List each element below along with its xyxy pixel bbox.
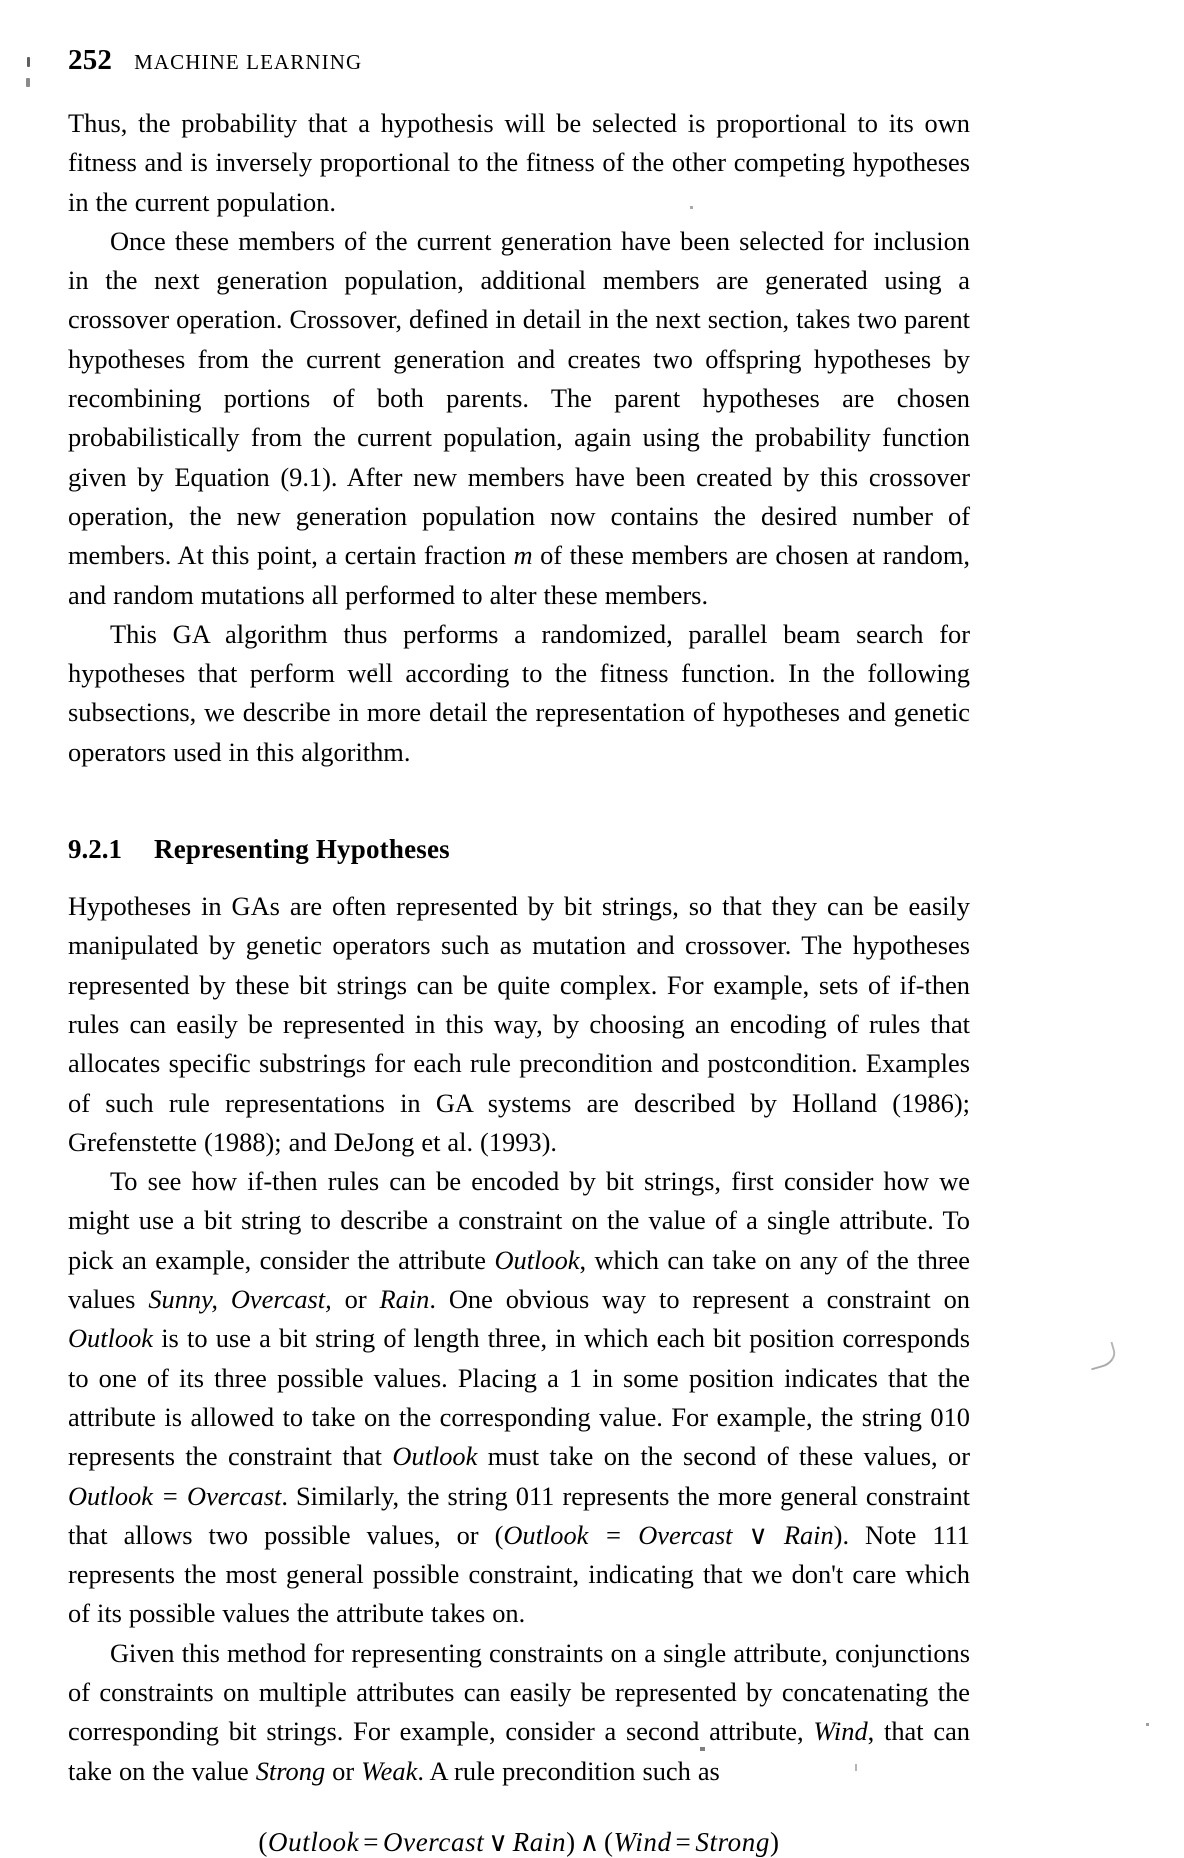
formula-equals-2: = <box>675 1826 692 1857</box>
formula-term-outlook: Outlook <box>268 1826 360 1857</box>
text-block <box>68 104 970 1858</box>
italic-rain-2: Rain <box>783 1519 834 1550</box>
italic-rain-1: Rain <box>379 1284 430 1315</box>
paragraph-5: To see how if-then rules can be encoded by bit strings, first consider how we might use a bit string to describe a constraint on the value of a single attribute. To pick an example, consider the attribute Outlook, which can take on any of the three values Sunny, Overcast, or Rain. One obvious way to represent a constraint on Outlook is to use a bit string of length three, in which each bit position corresponds to one of its three possible values. Placing a 1 in some position indicates that the attribute is allowed to take on the corresponding value. For example, the string 010 represents the constraint that Outlook must take on the second of these values, or Outlook = Overcast. Similarly, the string 011 represents the more general constraint that allows two possible values, or (Outlook = Overcast ∨ Rain). Note 111 represents the most general possible constraint, indicating that we don't care which of its possible values the attribute takes on. <box>68 1166 970 1629</box>
italic-outlook-equals-overcast-1: Outlook = Overcast <box>68 1480 282 1511</box>
italic-outlook-1: Outlook <box>494 1244 580 1275</box>
paragraph-4: Hypotheses in GAs are often represented by bit strings, so that they can be easily manipulated by genetic operators such as mutation and crossover. The hypotheses represented by these bit strings can be quite complex. For example, sets of if-then rules can easily be represented in this way, by choosing an encoding of rules that allocates specific substrings for each rule precondition and postcondition. Examples of such rule representations in GA systems are described by Holland (1986); Grefenstette (1988); and DeJong et al. (1993). <box>68 891 970 1157</box>
heading-bottom-spacer <box>68 865 970 887</box>
italic-outlook-2: Outlook <box>68 1323 154 1354</box>
italic-outlook-equals-overcast-2: Outlook = Overcast <box>503 1519 733 1550</box>
italic-weak: Weak <box>361 1755 418 1786</box>
formula-and-icon: ∧ <box>579 1826 601 1857</box>
scan-artifact-speck <box>700 1747 705 1751</box>
italic-term-m: m <box>513 540 533 571</box>
formula-close-paren-1: ) <box>566 1826 576 1857</box>
scan-artifact-speck <box>373 668 377 671</box>
page-number: 252 <box>68 44 113 76</box>
formula-open-paren-2: ( <box>604 1826 614 1857</box>
display-formula <box>68 1827 970 1858</box>
section-number: 9.2.1 <box>68 834 122 865</box>
formula-or-icon: ∨ <box>488 1826 509 1857</box>
heading-spacer <box>68 772 970 834</box>
paragraph-6: Given this method for representing constraints on a single attribute, conjunctions of constraints on multiple attributes can easily be represented by concatenating the corresponding bit strings. For example, consider a second attribute, Wind, that can take on the value Strong or Weak. A rule precondition such as <box>68 1637 971 1786</box>
paragraph-3: This GA algorithm thus performs a randomized, parallel beam search for hypotheses that perform well according to the fitness function. In the following subsections, we describe in more detail the representation of hypotheses and genetic operators used in this algorithm. <box>68 618 970 767</box>
formula-term-wind: Wind <box>613 1826 672 1857</box>
formula-term-overcast: Overcast <box>383 1826 485 1857</box>
section-heading <box>68 834 970 865</box>
scan-artifact-speck <box>1146 1723 1149 1726</box>
formula-close-paren-2: ) <box>769 1826 780 1857</box>
paragraph-1: Thus, the probability that a hypothesis will be selected is proportional to its own fitness and is inversely proportional to the fitness of the other competing hypotheses in the current population. <box>68 108 970 217</box>
paragraph-2: Once these members of the current generation have been selected for inclusion in the next generation population, additional members are generated using a crossover operation. Crossover, defined in detail in the next section, takes two parent hypotheses from the current generation and creates two offspring hypotheses by recombining portions of both parents. The parent hypotheses are chosen probabilistically from the current population, again using the probability function given by Equation (9.1). After new members have been created by this crossover operation, the new generation population now contains the desired number of members. At this point, a certain fraction m of these members are chosen at random, and random mutations all performed to alter these members. <box>68 225 970 610</box>
scan-artifact-speck <box>27 57 30 67</box>
book-title: MACHINE LEARNING <box>134 50 363 74</box>
scan-artifact-speck <box>855 1764 857 1771</box>
running-header <box>68 44 362 77</box>
scan-artifact-speck <box>690 206 693 209</box>
margin-pencil-mark <box>1086 1342 1119 1371</box>
formula-spacer <box>68 1791 970 1827</box>
section-title: Representing Hypotheses <box>154 834 450 865</box>
formula-term-rain: Rain <box>512 1826 567 1857</box>
italic-strong: Strong <box>255 1755 326 1786</box>
formula-open-paren-1: ( <box>258 1826 269 1857</box>
formula-equals-1: = <box>363 1826 380 1857</box>
italic-wind: Wind <box>813 1716 868 1747</box>
italic-sunny-overcast: Sunny, Overcast, <box>148 1284 332 1315</box>
italic-outlook-3: Outlook <box>392 1441 478 1472</box>
formula-term-strong: Strong <box>695 1826 770 1857</box>
scan-artifact-speck <box>26 78 30 87</box>
